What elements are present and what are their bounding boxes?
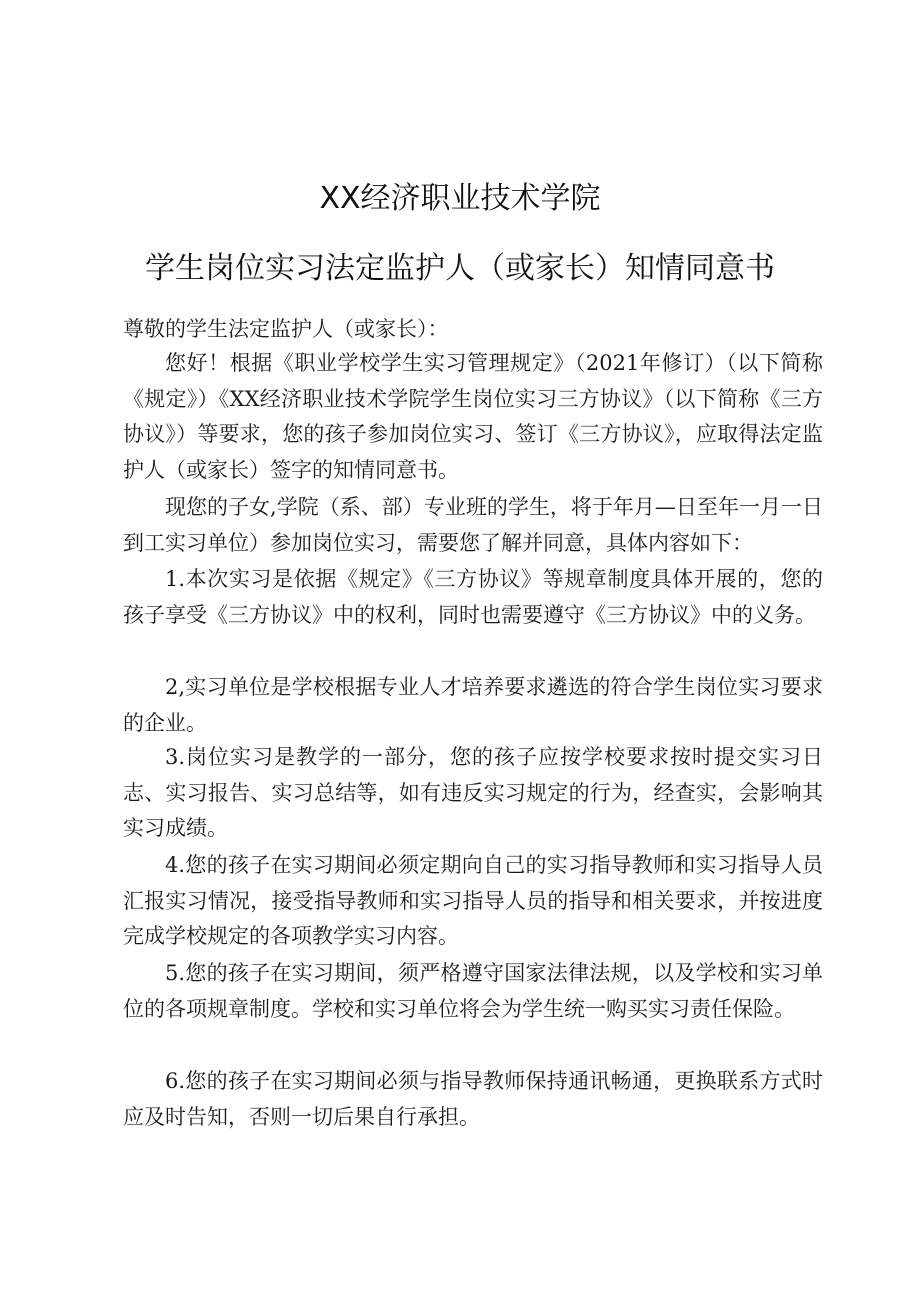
list-item: 4.您的孩子在实习期间必须定期向自己的实习指导教师和实习指导人员汇报实习情况，接受指导教师和实习指导人员的指导和相关要求，并按进度完成学校规定的各项教学实习内容。 (123, 853, 823, 948)
intro-paragraph: 您好！根据《职业学校学生实习管理规定》（2021年修订）（以下简称《规定》）《XX经济职业技术学院学生岗位实习三方协议》（以下简称《三方协议》）等要求，您的孩子参加岗位实习、签订《三方协议》，应取得法定监护人（或家长）签字的知情同意书。 (123, 351, 823, 482)
notice-paragraph: 现您的子女,学院（系、部）专业班的学生，将于年月—日至年一月一日到工实习单位）参加岗位实习，需要您了解并同意，具体内容如下： (123, 495, 823, 555)
list-item: 2,实习单位是学校根据专业人才培养要求遴选的符合学生岗位实习要求的企业。 (123, 675, 823, 735)
list-item: 6.您的孩子在实习期间必须与指导教师保持通讯畅通，更换联系方式时应及时告知，否则一切后果自行承担。 (123, 1069, 823, 1129)
document-title: 学生岗位实习法定监护人（或家长）知情同意书 (145, 251, 775, 286)
list-item: 3.岗位实习是教学的一部分，您的孩子应按学校要求按时提交实习日志、实习报告、实习总结等，如有违反实习规定的行为，经查实，会影响其实习成绩。 (123, 745, 823, 840)
salutation: 尊敬的学生法定监护人（或家长）： (123, 317, 449, 341)
list-item: 5.您的孩子在实习期间，须严格遵守国家法律法规，以及学校和实习单位的各项规章制度。学校和实习单位将会为学生统一购买实习责任保险。 (123, 961, 823, 1021)
school-title: XX经济职业技术学院 (319, 181, 601, 216)
list-item: 1.本次实习是依据《规定》《三方协议》等规章制度具体开展的，您的孩子享受《三方协议》中的权利，同时也需要遵守《三方协议》中的义务。 (123, 567, 823, 627)
